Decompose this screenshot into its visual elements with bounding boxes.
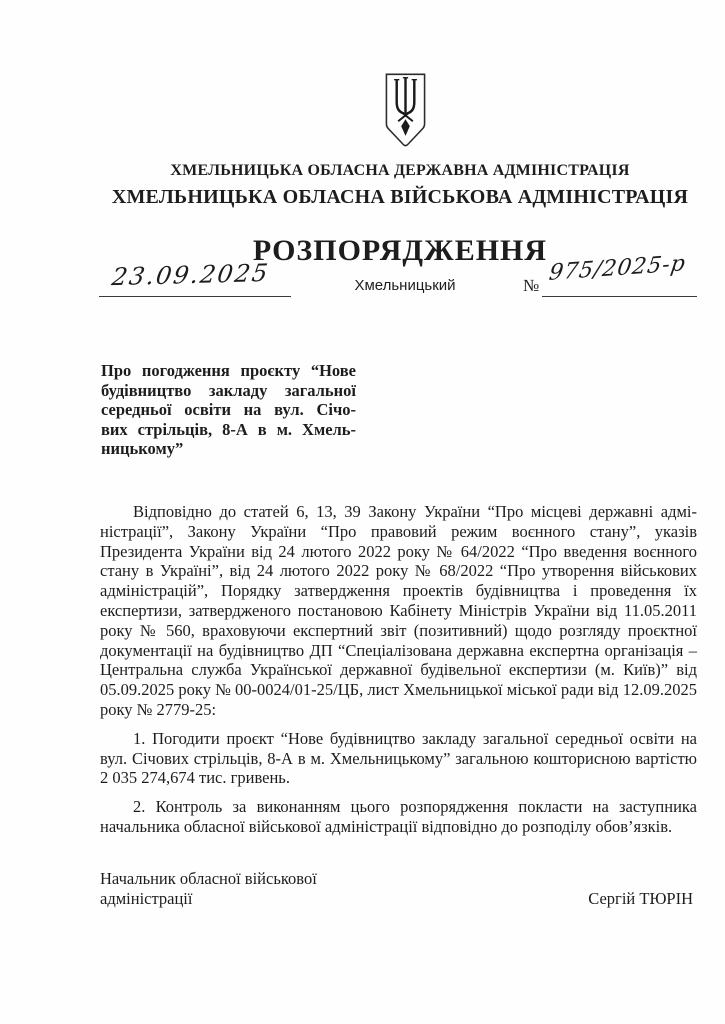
subject-line: ницькому” — [101, 439, 184, 458]
signer-position-line2: адміністрації — [100, 888, 193, 908]
issue-city: Хмельницький — [354, 277, 456, 294]
document-type-title: РОЗПОРЯДЖЕННЯ — [252, 234, 548, 267]
subject-block — [101, 361, 356, 459]
org-name-military-administration: ХМЕЛЬНИЦЬКА ОБЛАСНА ВІЙСЬКОВА АДМІНІСТРАЦІЯ — [111, 186, 689, 208]
signer-position-line1: Начальник обласної військової — [100, 869, 317, 888]
subject-line: Про погодження проєкту “Нове — [101, 361, 356, 380]
subject-line: середньої освіти на вул. Січо- — [101, 400, 356, 419]
signature-block — [100, 869, 697, 909]
date-underline — [99, 296, 291, 297]
number-sign-label: № — [523, 276, 540, 295]
org-name-state-administration: ХМЕЛЬНИЦЬКА ОБЛАСНА ДЕРЖАВНА АДМІНІСТРАЦІЯ — [170, 162, 630, 179]
handwritten-document-number: 975/2025-р — [547, 251, 688, 286]
coat-of-arms-trident-icon — [383, 71, 428, 149]
signer-name: Сергій ТЮРІН — [588, 888, 693, 908]
item-1-paragraph: 1. Погодити проєкт “Нове будівництво закладу загальної середньої освіти на вул. Січових стрільців, 8-А в м. Хмельницькому” загальною кошторисною вартістю 2 035 274,674 тис. гривень. — [100, 728, 697, 788]
number-underline — [542, 296, 697, 297]
document-body — [100, 502, 697, 837]
subject-line: будівництво закладу загальної — [101, 380, 356, 400]
preamble-paragraph: Відповідно до статей 6, 13, 39 Закону України “Про місцеві державні адміністрації”, Закону України “Про правовий режим воєнного стану”, указів Президента України від 24 лютого 2022 року № 64/2022 “Про введення воєнного стану в Україні”, від 24 лютого 2022 року № 68/2022 “Про утворення військових адміністрацій”, Порядку затвердження проектів будівництва і проведення їх експертизи, затвердженого постановою Кабінету Міністрів України від 11.05.2011 року № 560, враховуючи експертний звіт (позитивний) щодо розгляду проєктної документації на будівництво ДП “Спеціалізована державна експертна організація – Центральна служба Української державної будівельної експертизи (м. Київ)” від 05.09.2025 року № 00-0024/01-25/ЦБ, лист Хмельницької міської ради від 12.09.2025 року № 2779-25: — [100, 502, 697, 719]
item-2-paragraph: 2. Контроль за виконанням цього розпорядження покласти на заступника начальника обласної військової адміністрації відповідно до розподілу обов’язків. — [100, 797, 697, 836]
handwritten-date: 23.09.2025 — [109, 258, 272, 292]
subject-line: вих стрільців, 8-А в м. Хмель- — [101, 419, 356, 439]
